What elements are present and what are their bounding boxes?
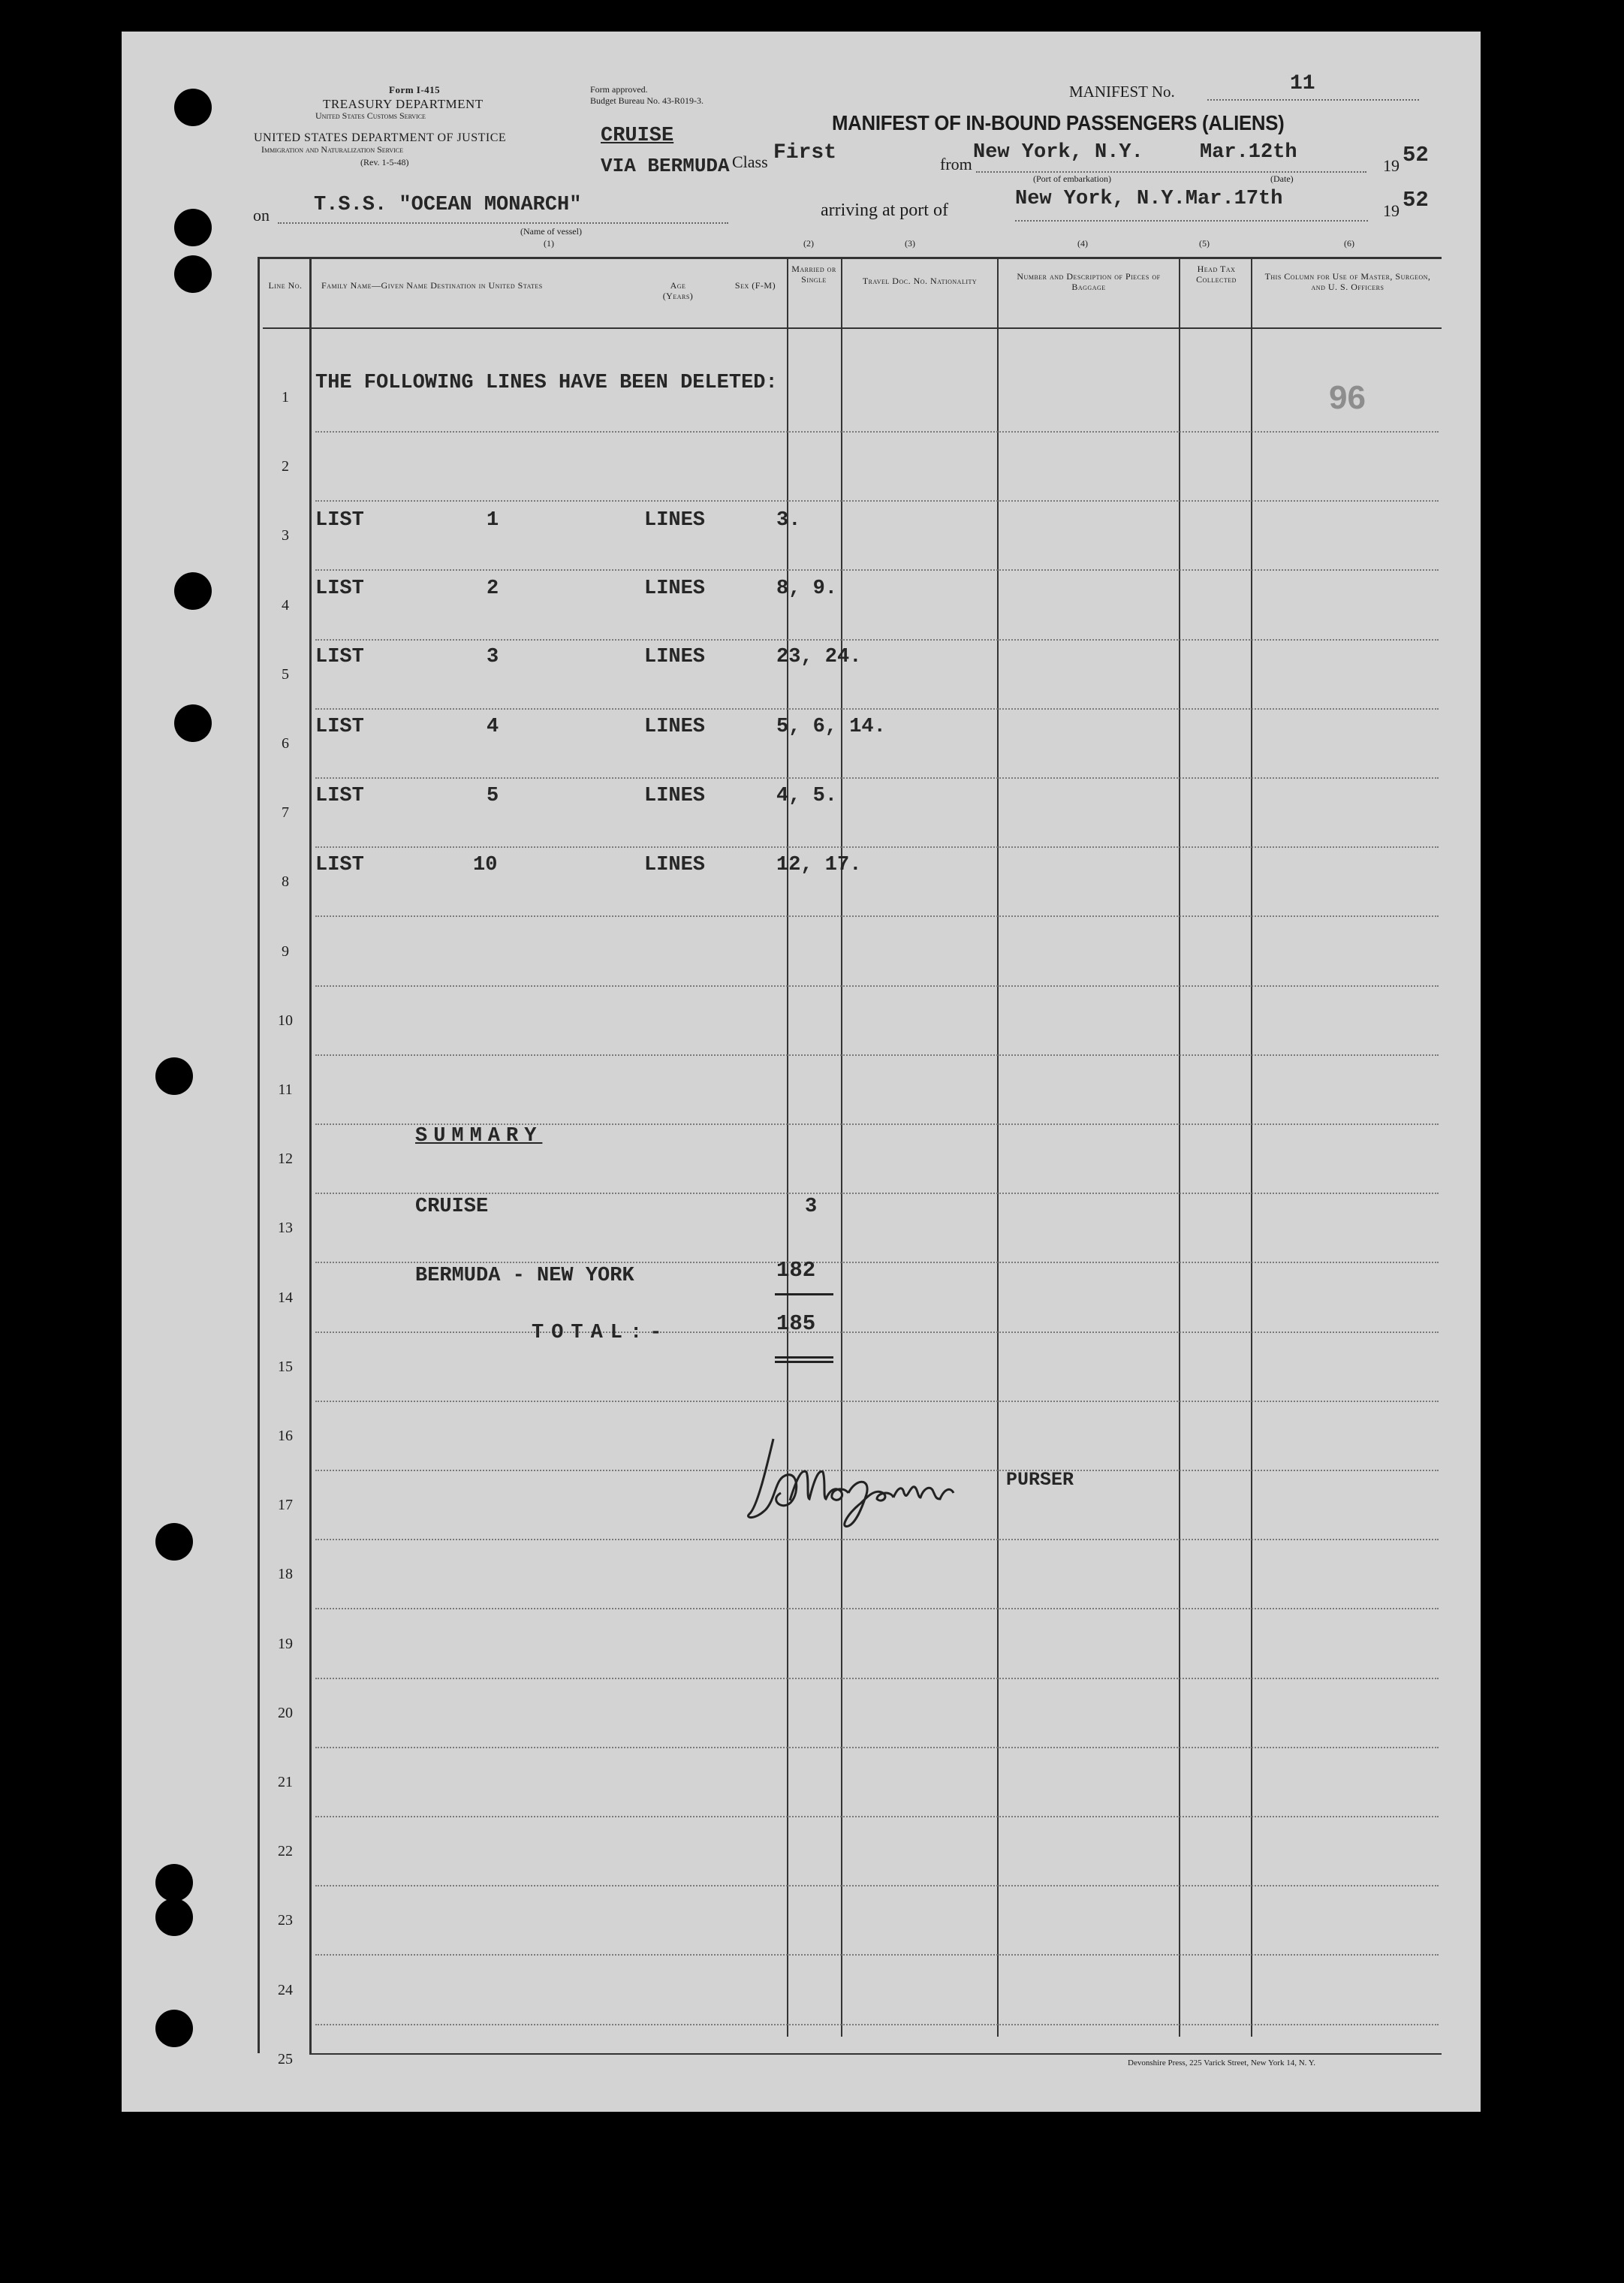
row-rule xyxy=(315,1747,1439,1748)
manifest-no: 11 xyxy=(1290,72,1315,95)
line-number: 12 xyxy=(278,1151,293,1167)
deletion-line-numbers: 12, 17. xyxy=(776,854,862,876)
line-number: 10 xyxy=(278,1012,293,1029)
line-number: 11 xyxy=(278,1081,293,1098)
row-rule xyxy=(315,639,1439,641)
deletion-list-number: 3 xyxy=(487,646,499,668)
year-2: 52 xyxy=(1403,188,1429,213)
printer-footer: Devonshire Press, 225 Varick Street, New York 14, N. Y. xyxy=(1128,2058,1316,2067)
line-number: 20 xyxy=(278,1705,293,1721)
deletion-line-numbers: 8, 9. xyxy=(776,578,838,600)
col-num-4: (4) xyxy=(1077,238,1088,249)
manifest-no-label: MANIFEST No. xyxy=(1069,83,1175,101)
approval-line-2: Budget Bureau No. 43-R019-3. xyxy=(590,95,704,106)
deletion-lines-label: LINES xyxy=(644,509,706,532)
deleted-lines-note: THE FOLLOWING LINES HAVE BEEN DELETED: xyxy=(315,372,778,394)
arriving-label: arriving at port of xyxy=(821,201,948,220)
row-rule xyxy=(315,915,1439,917)
line-number: 25 xyxy=(278,2051,293,2067)
row-rule xyxy=(315,1262,1439,1263)
arrival-port-date: New York, N.Y.Mar.17th xyxy=(1015,188,1283,210)
row-rule xyxy=(315,1885,1439,1886)
manifest-title: MANIFEST OF IN-BOUND PASSENGERS (ALIENS) xyxy=(832,111,1285,134)
summary-cruise-label: CRUISE xyxy=(415,1196,489,1218)
row-rule xyxy=(315,569,1439,571)
vessel-caption: (Name of vessel) xyxy=(520,226,582,237)
summary-bermuda-count: 182 xyxy=(776,1258,816,1283)
deletion-list-label: LIST xyxy=(315,854,364,876)
col-num-6: (6) xyxy=(1344,238,1354,249)
row-rule xyxy=(315,846,1439,848)
col-header-age: Age (Years) xyxy=(662,280,694,301)
row-rule xyxy=(315,431,1439,433)
binder-hole xyxy=(155,1523,193,1561)
class-label: Class xyxy=(732,152,768,171)
binder-hole xyxy=(174,255,212,293)
binder-hole xyxy=(155,1864,193,1901)
binder-hole xyxy=(155,1898,193,1936)
cruise-stamp: CRUISE xyxy=(601,125,674,147)
line-number: 1 xyxy=(282,389,289,406)
deletion-lines-label: LINES xyxy=(644,646,706,668)
col-header-line-no: Line No. xyxy=(268,280,303,291)
binder-hole xyxy=(174,209,212,246)
line-number: 23 xyxy=(278,1912,293,1929)
revision-date: (Rev. 1-5-48) xyxy=(360,157,409,167)
summary-cruise-count: 3 xyxy=(805,1196,818,1218)
agency-justice: UNITED STATES DEPARTMENT OF JUSTICE xyxy=(254,131,507,144)
col-header-baggage: Number and Description of Pieces of Baggage xyxy=(1017,271,1161,292)
row-rule xyxy=(315,1954,1439,1956)
row-rule xyxy=(315,1608,1439,1609)
line-number: 21 xyxy=(278,1774,293,1790)
year-prefix: 19 xyxy=(1383,156,1400,175)
summary-title: SUMMARY xyxy=(415,1125,543,1148)
deletion-list-number: 4 xyxy=(487,716,499,738)
col-header-travel-doc: Travel Doc. No. Nationality xyxy=(862,276,978,286)
deletion-lines-label: LINES xyxy=(644,854,706,876)
embark-caption: (Port of embarkation) xyxy=(1033,173,1111,184)
summary-total-label: TOTAL:- xyxy=(532,1322,670,1344)
binder-hole xyxy=(155,1057,193,1095)
deletion-list-label: LIST xyxy=(315,646,364,668)
line-number: 7 xyxy=(282,804,289,821)
line-number: 3 xyxy=(282,527,289,544)
row-rule xyxy=(315,777,1439,779)
approval-line-1: Form approved. xyxy=(590,84,648,95)
col-header-married: Married or Single xyxy=(791,264,836,285)
deletion-list-number: 5 xyxy=(487,785,499,807)
deletion-list-label: LIST xyxy=(315,509,364,532)
summary-bermuda-label: BERMUDA - NEW YORK xyxy=(415,1265,634,1287)
line-number: 14 xyxy=(278,1289,293,1306)
form-number: Form I-415 xyxy=(389,84,441,95)
col-num-1: (1) xyxy=(544,238,554,249)
col-header-sex: Sex (F-M) xyxy=(734,280,776,291)
class-value: First xyxy=(773,141,837,164)
deletion-line-numbers: 4, 5. xyxy=(776,785,838,807)
deletion-line-numbers: 5, 6, 14. xyxy=(776,716,886,738)
embark-port: New York, N.Y. xyxy=(973,141,1143,164)
col-header-officers: This Column for Use of Master, Surgeon, and U. S. Officers xyxy=(1264,271,1431,292)
row-rule xyxy=(315,500,1439,502)
on-label: on xyxy=(253,206,270,225)
line-number: 13 xyxy=(278,1220,293,1236)
binder-hole xyxy=(174,572,212,610)
row-rule xyxy=(315,1678,1439,1679)
line-number: 6 xyxy=(282,735,289,752)
line-number: 22 xyxy=(278,1843,293,1859)
row-rule xyxy=(315,1054,1439,1056)
embark-date: Mar.12th xyxy=(1200,141,1297,164)
deletion-lines-label: LINES xyxy=(644,785,706,807)
deletion-list-label: LIST xyxy=(315,785,364,807)
vessel-name: T.S.S. "OCEAN MONARCH" xyxy=(314,194,582,216)
binder-hole xyxy=(174,704,212,742)
deletion-lines-label: LINES xyxy=(644,716,706,738)
row-rule xyxy=(315,708,1439,710)
manifest-page xyxy=(122,32,1481,2112)
col-header-name: Family Name—Given Name Destination in United States xyxy=(321,280,543,291)
deletion-list-label: LIST xyxy=(315,578,364,600)
year-prefix-2: 19 xyxy=(1383,201,1400,220)
line-number: 18 xyxy=(278,1566,293,1582)
summary-total-count: 185 xyxy=(776,1311,816,1336)
line-number: 19 xyxy=(278,1636,293,1652)
row-rule xyxy=(315,1401,1439,1402)
line-number: 4 xyxy=(282,597,289,614)
line-number: 16 xyxy=(278,1428,293,1444)
deletion-line-numbers: 3. xyxy=(776,509,801,532)
binder-hole xyxy=(174,89,212,126)
line-number: 24 xyxy=(278,1982,293,1998)
col-num-3: (3) xyxy=(905,238,915,249)
deletion-list-number: 1 xyxy=(487,509,499,532)
line-number: 9 xyxy=(282,943,289,960)
from-label: from xyxy=(940,155,972,173)
line-number: 2 xyxy=(282,458,289,475)
row-rule xyxy=(315,1331,1439,1333)
line-number: 17 xyxy=(278,1497,293,1513)
row-rule xyxy=(315,1539,1439,1540)
col-num-2: (2) xyxy=(803,238,814,249)
agency-treasury: TREASURY DEPARTMENT xyxy=(323,97,484,111)
agency-customs: United States Customs Service xyxy=(315,110,426,121)
col-num-5: (5) xyxy=(1199,238,1210,249)
row-rule xyxy=(315,2024,1439,2025)
purser-label: PURSER xyxy=(1006,1469,1074,1491)
via-bermuda: VIA BERMUDA xyxy=(601,155,730,177)
row-rule xyxy=(315,1193,1439,1194)
deletion-list-number: 2 xyxy=(487,578,499,600)
year: 52 xyxy=(1403,143,1429,167)
agency-ins: Immigration and Naturalization Service xyxy=(261,144,404,155)
deletion-lines-label: LINES xyxy=(644,578,706,600)
row-rule xyxy=(315,985,1439,987)
deletion-list-label: LIST xyxy=(315,716,364,738)
binder-hole xyxy=(155,2010,193,2047)
row-rule xyxy=(315,1816,1439,1817)
page-stamp-number: 96 xyxy=(1329,379,1366,416)
deletion-list-number: 10 xyxy=(473,854,498,876)
line-number: 15 xyxy=(278,1359,293,1375)
line-number: 5 xyxy=(282,666,289,683)
deletion-line-numbers: 23, 24. xyxy=(776,646,862,668)
date-caption: (Date) xyxy=(1270,173,1294,184)
col-header-head-tax: Head Tax Collected xyxy=(1196,264,1237,285)
purser-signature xyxy=(743,1425,969,1531)
line-number: 8 xyxy=(282,873,289,890)
